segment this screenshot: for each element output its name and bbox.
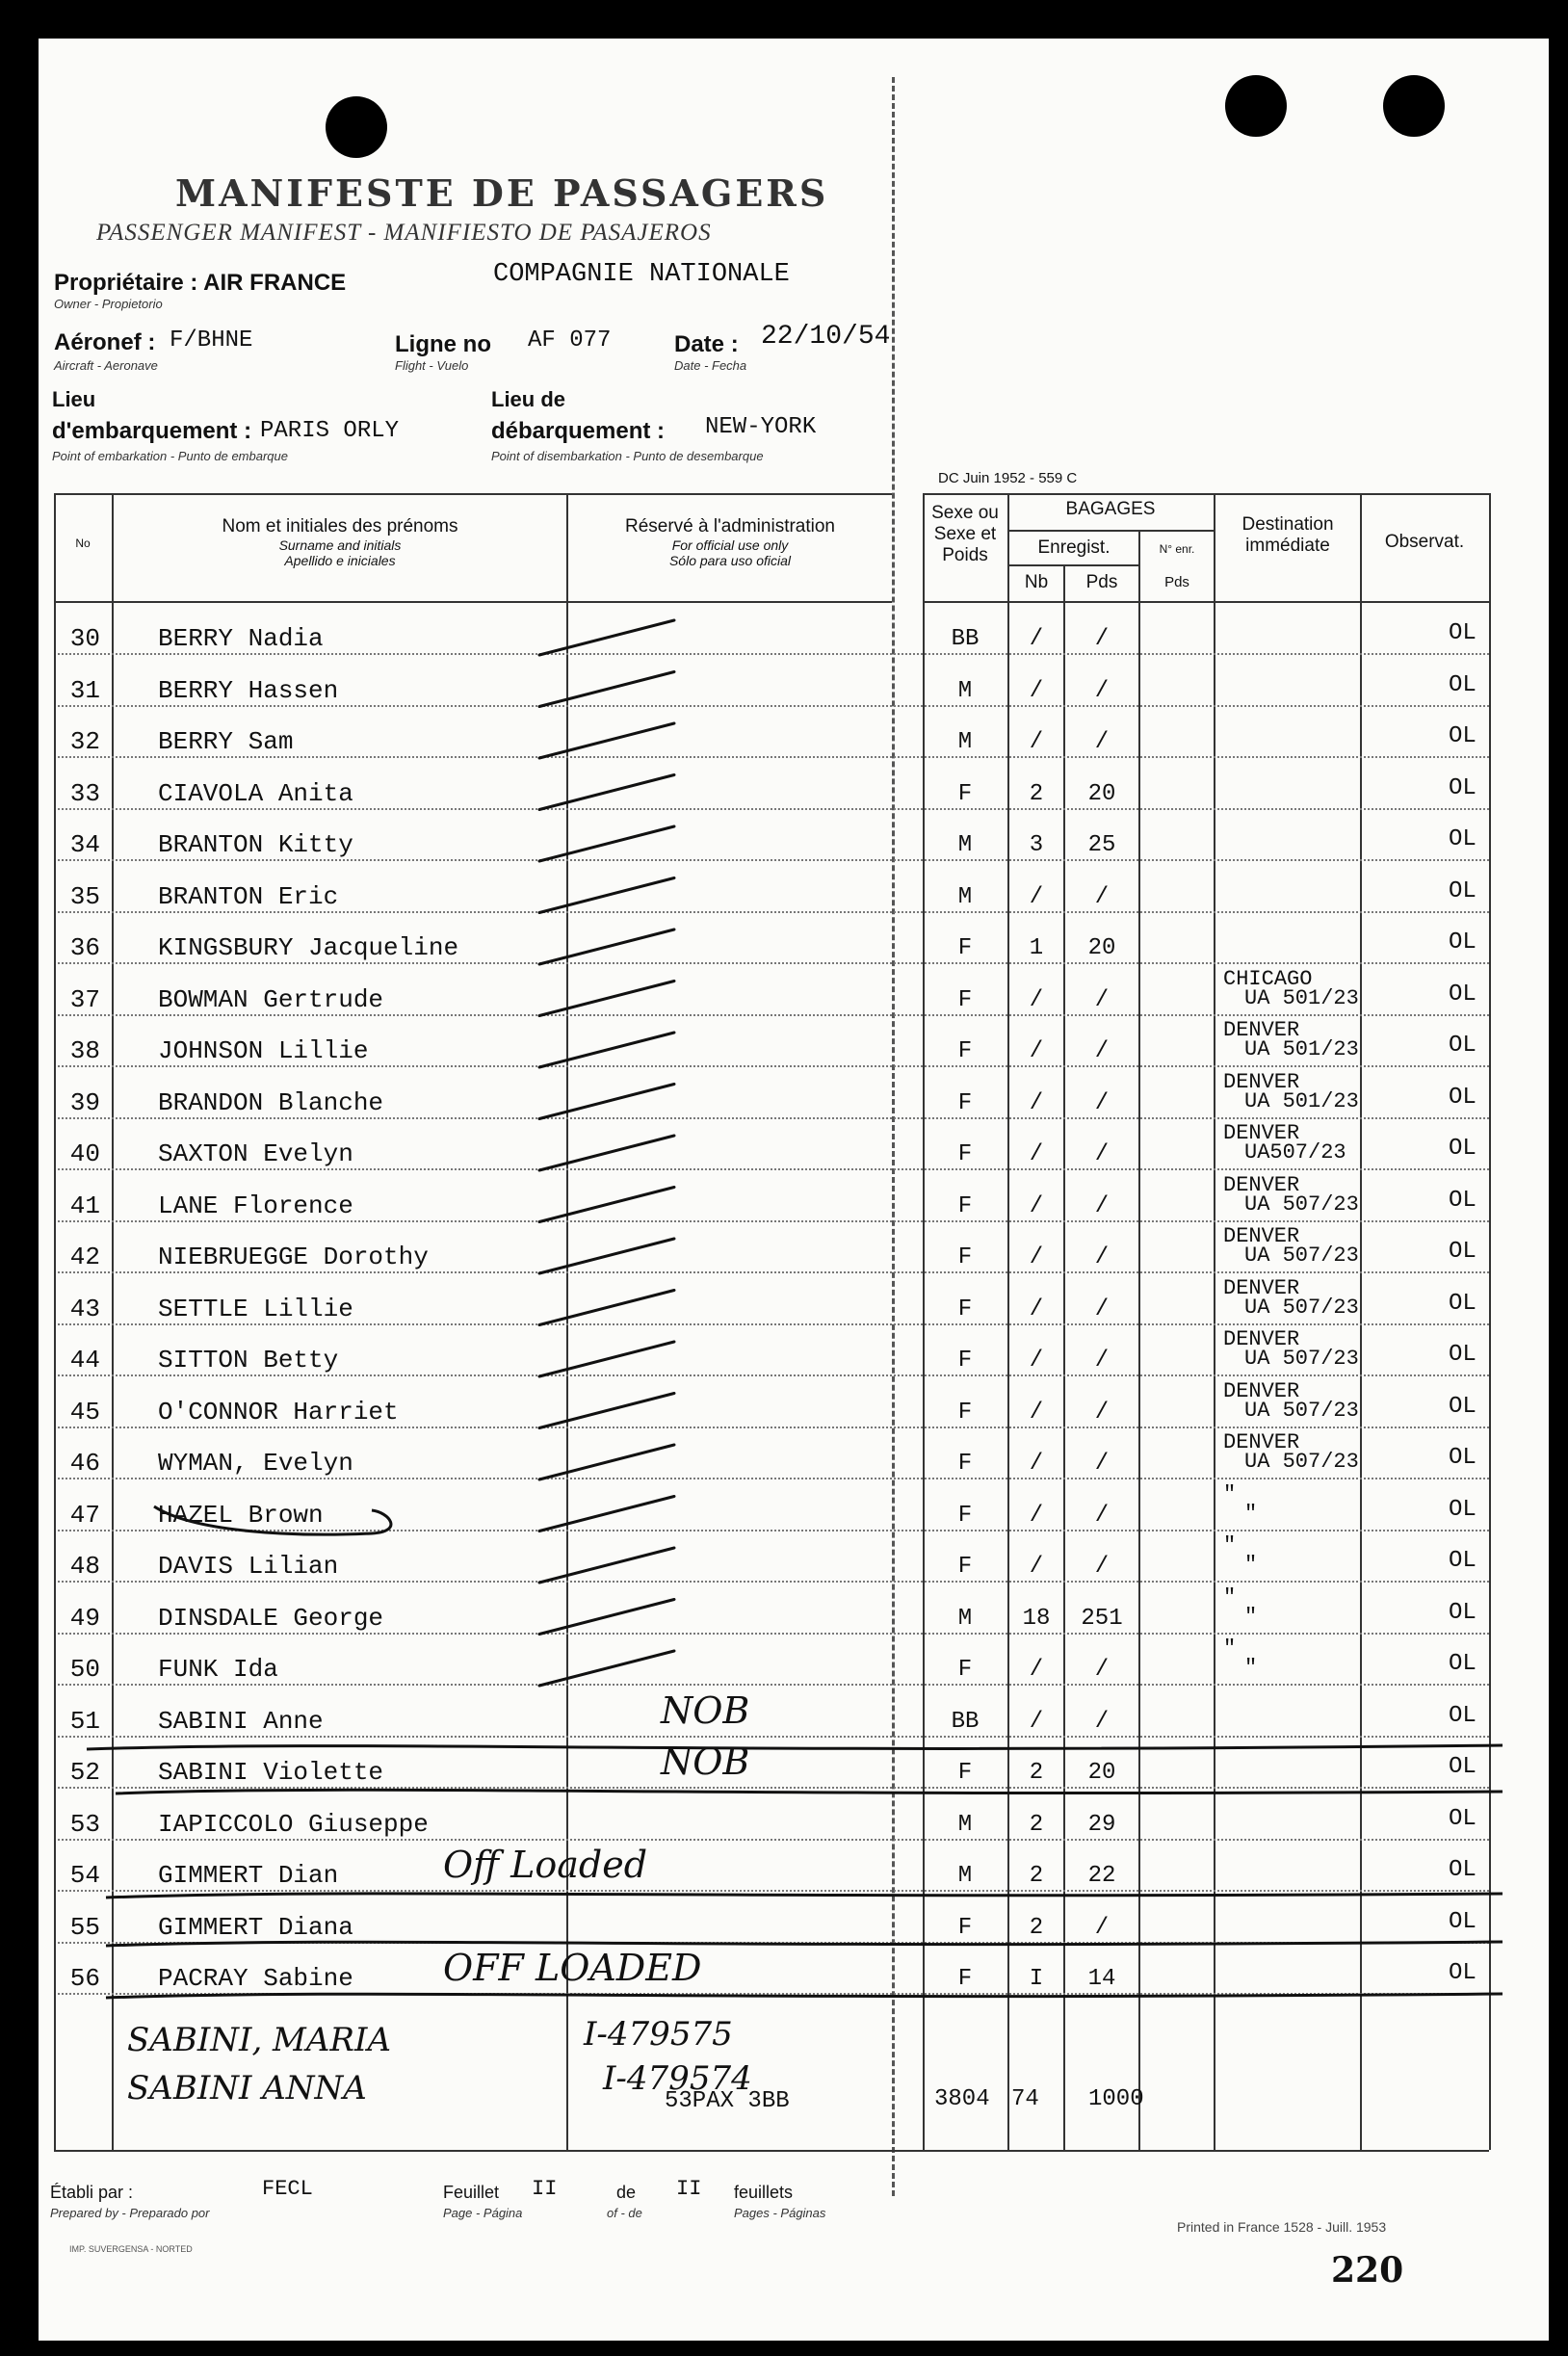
reserved-slash <box>539 826 674 861</box>
passenger-name: SITTON Betty <box>158 1346 339 1374</box>
embark-label: Lieu <box>52 387 96 411</box>
row-number: 33 <box>69 778 100 808</box>
col-name-sub2: Apellido e iniciales <box>284 552 396 568</box>
prepared-sub: Prepared by - Preparado por <box>50 2206 210 2220</box>
passenger-name: HAZEL Brown <box>158 1500 324 1530</box>
baggage-pds: / <box>1094 1657 1110 1683</box>
col-reserved-sub1: For official use only <box>671 537 789 553</box>
page-stamp: 220 <box>1331 2250 1404 2291</box>
destination-city: DENVER <box>1223 1327 1300 1351</box>
passenger-sex: F <box>957 1554 973 1580</box>
page-subtitle: PASSENGER MANIFEST - MANIFIESTO DE PASAJEROS <box>96 220 712 246</box>
passenger-name: SABINI Anne <box>158 1706 324 1736</box>
destination-flight: UA 501/23 <box>1244 985 1359 1010</box>
baggage-nb: 2 <box>1029 1914 1044 1941</box>
passenger-name: WYMAN, Evelyn <box>158 1449 353 1478</box>
row-number: 47 <box>69 1500 100 1530</box>
passenger-name: CIAVOLA Anita <box>158 778 353 808</box>
passenger-name: NIEBRUEGGE Dorothy <box>158 1243 429 1271</box>
aircraft-sub: Aircraft - Aeronave <box>54 358 158 373</box>
disembark-sub: Point of disembarkation - Punto de desembarque <box>491 449 764 463</box>
total-pax: 53PAX 3BB <box>665 2088 790 2114</box>
baggage-pds: / <box>1094 1296 1110 1322</box>
page-title: MANIFESTE DE PASSAGERS <box>175 171 829 215</box>
reserved-slash <box>539 1085 674 1119</box>
col-nonreg-pds-header: Pds <box>1164 574 1189 590</box>
observation: OL <box>1449 1445 1477 1471</box>
row-number: 44 <box>69 1346 100 1374</box>
disembark-label-2: débarquement : <box>491 418 666 444</box>
passenger-name: GIMMERT Dian <box>158 1861 339 1890</box>
row-number: 36 <box>69 933 100 962</box>
passenger-name: SABINI Violette <box>158 1758 384 1787</box>
destination-flight: UA 507/23 <box>1244 1191 1359 1217</box>
destination-city: DENVER <box>1223 1018 1300 1042</box>
passenger-sex: F <box>957 780 973 807</box>
col-nonreg-header: N° enr. <box>1159 542 1195 556</box>
row-number: 32 <box>69 727 100 756</box>
baggage-nb: 2 <box>1029 780 1044 807</box>
col-nb-header: Nb <box>1024 572 1049 592</box>
passenger-name: SAXTON Evelyn <box>158 1139 353 1168</box>
destination-city: " <box>1223 1481 1237 1506</box>
baggage-pds: 22 <box>1087 1863 1116 1889</box>
passenger-sex: M <box>957 832 973 858</box>
passenger-sex: F <box>957 1657 973 1683</box>
observation: OL <box>1449 826 1477 852</box>
passenger-sex: F <box>957 935 973 961</box>
passenger-name: PACRAY Sabine <box>158 1964 353 1993</box>
row-number: 50 <box>69 1655 100 1684</box>
destination-flight: UA 507/23 <box>1244 1398 1359 1423</box>
row-number: 31 <box>69 675 100 705</box>
strike-line <box>106 1994 1503 1998</box>
total-pds: 1000 <box>1088 2086 1144 2112</box>
row-number: 45 <box>69 1397 100 1427</box>
passenger-name: FUNK Ida <box>158 1655 278 1684</box>
destination-city: DENVER <box>1223 1121 1300 1145</box>
destination-flight: UA 507/23 <box>1244 1295 1359 1320</box>
flight-sub: Flight - Vuelo <box>395 358 469 373</box>
observation: OL <box>1449 1960 1477 1986</box>
baggage-nb: / <box>1029 1244 1044 1270</box>
destination-flight: " <box>1244 1604 1258 1629</box>
strike-line <box>106 1942 1503 1946</box>
handwritten-note: NOB <box>661 1688 750 1732</box>
embark-sub: Point of embarkation - Punto de embarque <box>52 449 288 463</box>
baggage-nb: / <box>1029 626 1044 652</box>
of-label: de <box>616 2183 637 2202</box>
baggage-nb: 2 <box>1029 1811 1044 1838</box>
baggage-nb: / <box>1029 1451 1044 1477</box>
added-passenger-1-ref: I-479575 <box>584 2015 733 2054</box>
baggage-pds: / <box>1094 1348 1110 1374</box>
baggage-nb: / <box>1029 1502 1044 1529</box>
observation: OL <box>1449 1496 1477 1523</box>
reserved-slash <box>539 1136 674 1170</box>
destination-city: " <box>1223 1584 1237 1610</box>
destination-flight: UA 501/23 <box>1244 1037 1359 1061</box>
strike-line <box>116 1790 1503 1793</box>
baggage-pds: / <box>1094 883 1110 910</box>
imprint-note: IMP. SUVERGENSA - NORTED <box>69 2244 193 2254</box>
observation: OL <box>1449 671 1477 698</box>
col-no-header: No <box>75 537 91 550</box>
row-number: 34 <box>69 830 100 859</box>
embark-value: PARIS ORLY <box>260 418 400 444</box>
printed-note: Printed in France 1528 - Juill. 1953 <box>1177 2219 1387 2235</box>
passenger-name: GIMMERT Diana <box>158 1912 353 1942</box>
row-number: 39 <box>69 1087 100 1117</box>
baggage-pds: / <box>1094 1244 1110 1270</box>
flight-label: Ligne no <box>395 331 491 357</box>
baggage-pds: / <box>1094 1502 1110 1529</box>
row-number: 46 <box>69 1449 100 1478</box>
row-number: 37 <box>69 984 100 1014</box>
col-pds-header: Pds <box>1085 572 1118 592</box>
reserved-slash <box>539 672 674 707</box>
baggage-nb: / <box>1029 1708 1044 1735</box>
prepared-value: FECL <box>262 2177 313 2201</box>
row-number: 38 <box>69 1036 100 1065</box>
observation: OL <box>1449 1033 1477 1059</box>
observation: OL <box>1449 1239 1477 1265</box>
row-number: 35 <box>69 881 100 911</box>
observation: OL <box>1449 1857 1477 1883</box>
passenger-name: BOWMAN Gertrude <box>158 984 384 1014</box>
row-number: 43 <box>69 1294 100 1323</box>
handwritten-note: Off Loaded <box>443 1844 648 1886</box>
baggage-pds: / <box>1094 677 1110 704</box>
col-reserved-title: Réservé à l'administration <box>625 516 835 537</box>
row-number: 54 <box>69 1861 100 1890</box>
reserved-slash <box>539 723 674 758</box>
baggage-nb: / <box>1029 729 1044 755</box>
passenger-name: IAPICCOLO Giuseppe <box>158 1809 429 1839</box>
observation: OL <box>1449 1187 1477 1214</box>
baggage-nb: / <box>1029 1554 1044 1580</box>
passenger-sex: F <box>957 1038 973 1064</box>
reserved-slash <box>539 1497 674 1531</box>
reserved-slash <box>539 1342 674 1376</box>
row-number: 52 <box>69 1758 100 1787</box>
baggage-nb: / <box>1029 1657 1044 1683</box>
passenger-sex: F <box>957 1502 973 1529</box>
passenger-name: BERRY Hassen <box>158 675 339 705</box>
baggage-nb: / <box>1029 1038 1044 1064</box>
reserved-slash <box>539 1600 674 1635</box>
strike-line <box>87 1745 1503 1749</box>
baggage-pds: / <box>1094 1451 1110 1477</box>
baggage-pds: 14 <box>1087 1966 1116 1992</box>
passenger-sex: M <box>957 677 973 704</box>
prepared-label: Établi par : <box>50 2183 134 2202</box>
row-number: 55 <box>69 1912 100 1942</box>
reserved-slash <box>539 1651 674 1686</box>
baggage-pds: / <box>1094 729 1110 755</box>
observation: OL <box>1449 1136 1477 1162</box>
baggage-nb: 2 <box>1029 1760 1044 1786</box>
reserved-slash <box>539 1188 674 1222</box>
added-passenger-1: SABINI, MARIA <box>127 2021 392 2059</box>
destination-flight: " <box>1244 1656 1258 1680</box>
added-passenger-2-ref: I-479574 <box>603 2059 752 2098</box>
destination-city: DENVER <box>1223 1275 1300 1300</box>
observation: OL <box>1449 1290 1477 1317</box>
row-number: 30 <box>69 624 100 653</box>
passenger-name: BERRY Sam <box>158 727 294 756</box>
col-destination-header: Destination immédiate <box>1241 514 1334 556</box>
passenger-name: JOHNSON Lillie <box>158 1036 369 1065</box>
reserved-slash <box>539 775 674 810</box>
baggage-nb: 2 <box>1029 1863 1044 1889</box>
sheet-value: II <box>532 2177 558 2201</box>
baggage-nb: / <box>1029 677 1044 704</box>
embark-label-2: d'embarquement : <box>52 418 252 444</box>
date-sub: Date - Fecha <box>674 358 747 373</box>
observation: OL <box>1449 1599 1477 1626</box>
col-name-sub1: Surname and initials <box>278 537 402 553</box>
passenger-sex: F <box>957 1760 973 1786</box>
owner-value: COMPAGNIE NATIONALE <box>493 260 790 289</box>
baggage-pds: / <box>1094 986 1110 1013</box>
destination-city: DENVER <box>1223 1172 1300 1197</box>
observation: OL <box>1449 1084 1477 1111</box>
owner-sub: Owner - Propietorio <box>54 297 163 311</box>
reserved-slash <box>539 620 674 655</box>
passenger-sex: F <box>957 1399 973 1426</box>
observation: OL <box>1449 620 1477 646</box>
baggage-pds: / <box>1094 626 1110 652</box>
of-value: II <box>676 2177 702 2201</box>
passenger-sex: F <box>957 1451 973 1477</box>
passenger-sex: F <box>957 1089 973 1116</box>
baggage-nb: / <box>1029 1296 1044 1322</box>
passenger-name: SETTLE Lillie <box>158 1294 353 1323</box>
row-number: 56 <box>69 1964 100 1993</box>
baggage-nb: / <box>1029 1141 1044 1167</box>
passenger-sex: M <box>957 1811 973 1838</box>
col-reserved-sub2: Sólo para uso oficial <box>668 552 792 568</box>
baggage-nb: / <box>1029 1399 1044 1426</box>
observation: OL <box>1449 877 1477 904</box>
col-registered-header: Enregist. <box>1037 537 1111 558</box>
row-number: 51 <box>69 1706 100 1736</box>
passenger-sex: M <box>957 729 973 755</box>
baggage-pds: 29 <box>1087 1811 1116 1838</box>
sheet-label: Feuillet <box>443 2183 500 2202</box>
passenger-sex: F <box>957 1141 973 1167</box>
baggage-pds: 20 <box>1087 780 1116 807</box>
row-number: 49 <box>69 1603 100 1633</box>
passenger-sex: F <box>957 1914 973 1941</box>
total-nb: 74 <box>1011 2086 1039 2112</box>
row-number: 42 <box>69 1243 100 1271</box>
baggage-pds: / <box>1094 1141 1110 1167</box>
baggage-nb: I <box>1029 1966 1044 1992</box>
baggage-nb: / <box>1029 1089 1044 1116</box>
destination-flight: UA507/23 <box>1244 1140 1346 1165</box>
destination-city: DENVER <box>1223 1069 1300 1094</box>
destination-city: " <box>1223 1533 1237 1558</box>
handwritten-note: OFF LOADED <box>443 1947 702 1989</box>
col-name-title: Nom et initiales des prénoms <box>222 516 458 537</box>
disembark-label: Lieu de <box>491 387 566 411</box>
passenger-name: DAVIS Lilian <box>158 1552 339 1581</box>
observation: OL <box>1449 1702 1477 1729</box>
sheet-sub: Page - Página <box>443 2206 523 2220</box>
destination-flight: UA 507/23 <box>1244 1347 1359 1371</box>
disembark-value: NEW-YORK <box>705 414 817 440</box>
passenger-sex: M <box>957 1605 973 1632</box>
baggage-pds: 25 <box>1087 832 1116 858</box>
circle-mark <box>154 1506 391 1534</box>
destination-city: DENVER <box>1223 1378 1300 1403</box>
destination-flight: UA 507/23 <box>1244 1450 1359 1474</box>
passenger-sex: F <box>957 1348 973 1374</box>
destination-flight: UA 507/23 <box>1244 1243 1359 1268</box>
baggage-pds: / <box>1094 1914 1110 1941</box>
destination-city: " <box>1223 1636 1237 1661</box>
aircraft-label: Aéronef : <box>54 329 156 355</box>
strike-line <box>106 1894 1503 1898</box>
passenger-name: BRANTON Eric <box>158 881 339 911</box>
baggage-pds: / <box>1094 1038 1110 1064</box>
destination-flight: " <box>1244 1553 1258 1577</box>
baggage-nb: / <box>1029 986 1044 1013</box>
passenger-sex: F <box>957 986 973 1013</box>
aircraft-value: F/BHNE <box>170 327 253 353</box>
baggage-nb: / <box>1029 883 1044 910</box>
observation: OL <box>1449 981 1477 1008</box>
passenger-name: BRANDON Blanche <box>158 1087 384 1117</box>
handwritten-note: NOB <box>661 1741 750 1783</box>
baggage-pds: / <box>1094 1708 1110 1735</box>
col-observations-header: Observat. <box>1384 532 1465 552</box>
added-passenger-2: SABINI ANNA <box>127 2069 367 2107</box>
reserved-slash <box>539 878 674 913</box>
baggage-nb: 1 <box>1029 935 1044 961</box>
passenger-name: DINSDALE George <box>158 1603 384 1633</box>
col-sex-header: Sexe ou Sexe et Poids <box>931 503 999 565</box>
passenger-sex: F <box>957 1192 973 1219</box>
row-number: 41 <box>69 1191 100 1220</box>
passenger-sex: BB <box>951 1708 980 1735</box>
passenger-name: O'CONNOR Harriet <box>158 1397 399 1427</box>
row-number: 48 <box>69 1552 100 1581</box>
flight-value: AF 077 <box>528 327 612 353</box>
of-sub: of - de <box>607 2206 642 2220</box>
row-number: 40 <box>69 1139 100 1168</box>
observation: OL <box>1449 1548 1477 1574</box>
destination-city: DENVER <box>1223 1224 1300 1248</box>
sheets-sub: Pages - Páginas <box>734 2206 826 2220</box>
baggage-nb: / <box>1029 1348 1044 1374</box>
reserved-slash <box>539 1239 674 1273</box>
destination-city: DENVER <box>1223 1430 1300 1454</box>
observation: OL <box>1449 723 1477 749</box>
reserved-slash <box>539 1033 674 1067</box>
col-baggage-header: BAGAGES <box>1065 499 1156 519</box>
total-weight: 3804 <box>934 2086 990 2112</box>
passenger-sex: BB <box>951 626 980 652</box>
baggage-pds: 251 <box>1081 1605 1123 1632</box>
date-label: Date : <box>674 331 739 357</box>
baggage-pds: / <box>1094 1554 1110 1580</box>
destination-city: CHICAGO <box>1223 966 1313 991</box>
baggage-nb: 3 <box>1029 832 1044 858</box>
passenger-name: KINGSBURY Jacqueline <box>158 933 459 962</box>
passenger-sex: F <box>957 1296 973 1322</box>
baggage-pds: / <box>1094 1399 1110 1426</box>
reserved-slash <box>539 1291 674 1325</box>
passenger-sex: M <box>957 883 973 910</box>
sheets-label: feuillets <box>734 2183 794 2202</box>
date-value: 22/10/54 <box>761 322 891 352</box>
observation: OL <box>1449 1754 1477 1780</box>
baggage-pds: 20 <box>1087 1760 1116 1786</box>
reserved-slash <box>539 1548 674 1583</box>
owner-label: Propriétaire : AIR FRANCE <box>54 270 347 296</box>
reserved-slash <box>539 1394 674 1428</box>
observation: OL <box>1449 1805 1477 1832</box>
observation: OL <box>1449 929 1477 955</box>
passenger-name: BRANTON Kitty <box>158 830 353 859</box>
form-code: DC Juin 1952 - 559 C <box>938 470 1078 486</box>
destination-flight: UA 501/23 <box>1244 1088 1359 1113</box>
reserved-slash <box>539 929 674 964</box>
baggage-nb: / <box>1029 1192 1044 1219</box>
observation: OL <box>1449 1908 1477 1935</box>
observation: OL <box>1449 1651 1477 1677</box>
observation: OL <box>1449 774 1477 801</box>
passenger-name: BERRY Nadia <box>158 624 324 653</box>
destination-flight: " <box>1244 1501 1258 1526</box>
reserved-slash <box>539 1445 674 1479</box>
baggage-nb: 18 <box>1022 1605 1051 1632</box>
row-number: 53 <box>69 1809 100 1839</box>
passenger-sex: F <box>957 1966 973 1992</box>
baggage-pds: / <box>1094 1192 1110 1219</box>
baggage-pds: / <box>1094 1089 1110 1116</box>
observation: OL <box>1449 1393 1477 1420</box>
passenger-sex: F <box>957 1244 973 1270</box>
reserved-slash <box>539 982 674 1016</box>
passenger-sex: M <box>957 1863 973 1889</box>
passenger-name: LANE Florence <box>158 1191 353 1220</box>
observation: OL <box>1449 1342 1477 1368</box>
baggage-pds: 20 <box>1087 935 1116 961</box>
